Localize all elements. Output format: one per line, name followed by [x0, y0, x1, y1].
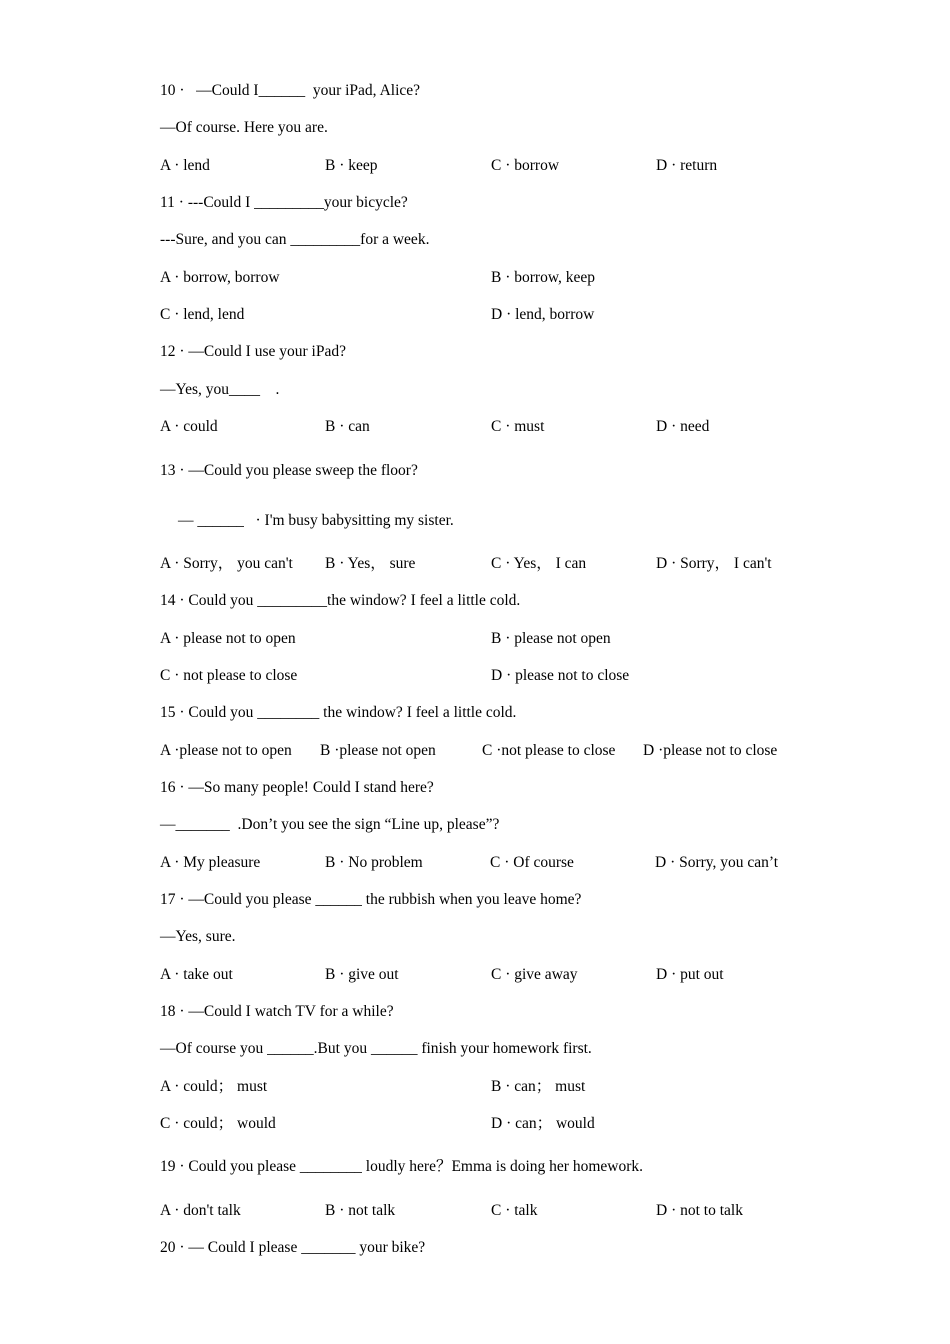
question-18-option-d: D · can； would [491, 1115, 595, 1132]
question-10-stem: 10 · —Could I______ your iPad, Alice? [160, 82, 421, 99]
question-13-option-b: B · Yes， sure [325, 555, 416, 572]
question-16-option-c: C · Of course [490, 854, 574, 871]
question-12-reply: —Yes, you____ . [160, 381, 280, 398]
question-17-option-d: D · put out [656, 966, 724, 983]
question-12-stem: 12 · —Could I use your iPad? [160, 343, 346, 360]
question-13-stem: 13 · —Could you please sweep the floor? [160, 462, 418, 479]
question-16-reply: —_______ .Don’t you see the sign “Line up, please”? [160, 816, 500, 833]
question-12-option-a: A · could [160, 418, 218, 435]
question-18-option-a: A · could； must [160, 1078, 268, 1095]
question-18-stem: 18 · —Could I watch TV for a while? [160, 1003, 394, 1020]
question-17-option-b: B · give out [325, 966, 399, 983]
question-19-option-b: B · not talk [325, 1202, 396, 1219]
question-15-option-a: A ·please not to open [160, 742, 292, 759]
question-10-option-b: B · keep [325, 157, 378, 174]
question-10-reply: —Of course. Here you are. [160, 119, 328, 136]
question-14-option-a: A · please not to open [160, 630, 296, 647]
question-18-option-b: B · can； must [491, 1078, 586, 1095]
question-11-stem: 11 · ---Could I _________your bicycle? [160, 194, 408, 211]
question-16-option-d: D · Sorry, you can’t [655, 854, 779, 871]
question-19-stem: 19 · Could you please ________ loudly here？Emma is doing her homework. [160, 1158, 644, 1175]
question-11-option-a: A · borrow, borrow [160, 269, 280, 286]
question-17-stem: 17 · —Could you please ______ the rubbish when you leave home? [160, 891, 582, 908]
question-19-option-c: C · talk [491, 1202, 538, 1219]
question-17-reply: —Yes, sure. [160, 928, 236, 945]
question-15-option-b: B ·please not open [320, 742, 436, 759]
question-11-option-d: D · lend, borrow [491, 306, 595, 323]
question-16-option-b: B · No problem [325, 854, 423, 871]
question-15-option-d: D ·please not to close [643, 742, 778, 759]
question-14-option-b: B · please not open [491, 630, 611, 647]
question-14-stem: 14 · Could you _________the window? I feel a little cold. [160, 592, 521, 609]
question-10-option-c: C · borrow [491, 157, 560, 174]
question-13-reply: — ______ · I'm busy babysitting my sister. [178, 512, 454, 529]
question-11-reply: ---Sure, and you can _________for a week. [160, 231, 430, 248]
question-16-stem: 16 · —So many people! Could I stand here? [160, 779, 434, 796]
question-18-option-c: C · could； would [160, 1115, 276, 1132]
question-15-stem: 15 · Could you ________ the window? I feel a little cold. [160, 704, 517, 721]
question-16-option-a: A · My pleasure [160, 854, 261, 871]
question-17-option-c: C · give away [491, 966, 578, 983]
question-13-option-d: D · Sorry， I can't [656, 555, 772, 572]
question-11-option-c: C · lend, lend [160, 306, 245, 323]
question-19-option-a: A · don't talk [160, 1202, 241, 1219]
question-11-option-b: B · borrow, keep [491, 269, 596, 286]
question-10-option-d: D · return [656, 157, 718, 174]
question-12-option-b: B · can [325, 418, 370, 435]
question-14-option-c: C · not please to close [160, 667, 298, 684]
question-17-option-a: A · take out [160, 966, 233, 983]
question-20-stem: 20 · — Could I please _______ your bike? [160, 1239, 426, 1256]
question-12-option-c: C · must [491, 418, 545, 435]
question-15-option-c: C ·not please to close [482, 742, 616, 759]
question-19-option-d: D · not to talk [656, 1202, 743, 1219]
question-10-option-a: A · lend [160, 157, 210, 174]
question-14-option-d: D · please not to close [491, 667, 630, 684]
question-13-option-a: A · Sorry， you can't [160, 555, 293, 572]
question-12-option-d: D · need [656, 418, 710, 435]
question-18-reply: —Of course you ______.But you ______ finish your homework first. [160, 1040, 592, 1057]
question-13-option-c: C · Yes， I can [491, 555, 587, 572]
